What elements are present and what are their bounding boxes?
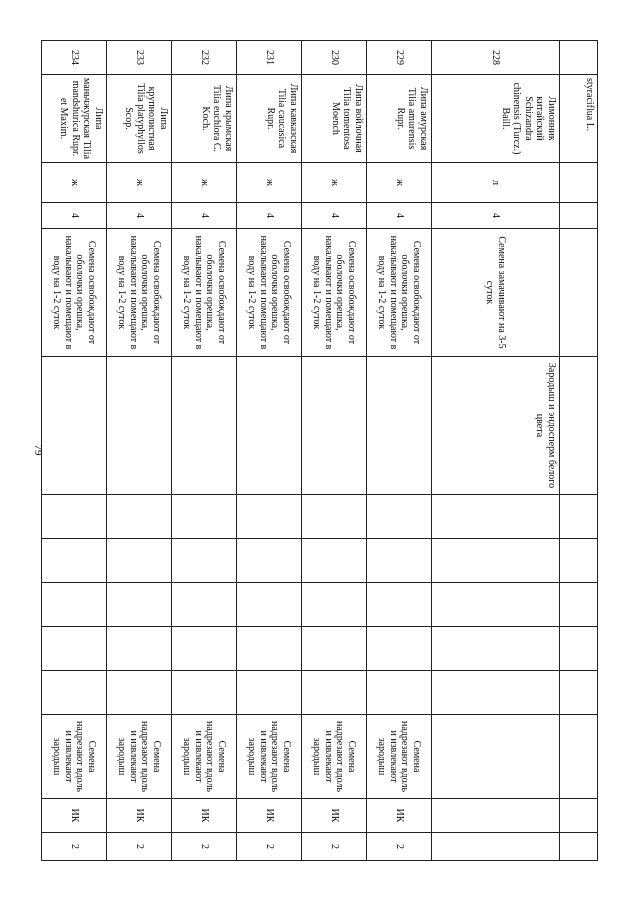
empty-cell xyxy=(302,539,367,583)
empty-cell xyxy=(302,495,367,539)
days-cell: 4 xyxy=(367,203,432,229)
method-cell: Семена надрезают вдоль и извлекают зародыш xyxy=(367,715,432,799)
empty-cell xyxy=(107,583,172,627)
empty-cell xyxy=(367,583,432,627)
empty-cell xyxy=(367,671,432,715)
empty-cell xyxy=(42,583,107,627)
empty-cell xyxy=(367,539,432,583)
mark-cell: ИК xyxy=(237,799,302,833)
table-row xyxy=(367,41,432,861)
empty-cell xyxy=(432,671,560,715)
mark-cell: ИК xyxy=(107,799,172,833)
type-cell: л xyxy=(432,163,560,203)
preparation-cell: Семена освобождают от оболочки орешка, накалывают и помещают в воду на 1-2 суток xyxy=(302,229,367,357)
preparation-cell: Семена замачивают на 3-5 суток xyxy=(432,229,560,357)
empty-cell xyxy=(237,539,302,583)
description-cell xyxy=(172,357,237,495)
preparation-cell: Семена освобождают от оболочки орешка, накалывают и помещают в воду на 1-2 суток xyxy=(107,229,172,357)
species-name-cell: Липа крымская Tilia euchlora C. Koch. xyxy=(172,75,237,163)
empty-cell xyxy=(302,627,367,671)
method-cell xyxy=(432,715,560,799)
row-number-cell xyxy=(560,41,598,75)
method-cell: Семена надрезают вдоль и извлекают зародыш xyxy=(107,715,172,799)
empty-cell xyxy=(237,495,302,539)
description-cell xyxy=(237,357,302,495)
days-cell: 4 xyxy=(172,203,237,229)
preparation-cell: Семена освобождают от оболочки орешка, накалывают и помещают в воду на 1-2 суток xyxy=(237,229,302,357)
row-number-cell: 231 xyxy=(237,41,302,75)
method-cell: Семена надрезают вдоль и извлекают зародыш xyxy=(42,715,107,799)
mark-cell: ИК xyxy=(172,799,237,833)
type-cell: ж xyxy=(172,163,237,203)
mark-cell: ИК xyxy=(302,799,367,833)
mark-cell: ИК xyxy=(367,799,432,833)
description-cell xyxy=(42,357,107,495)
empty-cell xyxy=(172,583,237,627)
table-row xyxy=(432,41,560,861)
mark-cell xyxy=(432,799,560,833)
type-cell: ж xyxy=(237,163,302,203)
preparation-cell: Семена освобождают от оболочки орешка, накалывают и помещают в воду на 1-2 суток xyxy=(367,229,432,357)
empty-cell xyxy=(367,627,432,671)
empty-cell xyxy=(42,539,107,583)
empty-cell xyxy=(367,495,432,539)
page-number: 79 xyxy=(32,444,44,456)
row-number-cell: 233 xyxy=(107,41,172,75)
empty-cell xyxy=(432,495,560,539)
empty-cell xyxy=(432,539,560,583)
preparation-cell: Семена освобождают от оболочки орешка, накалывают и помещают в воду на 1-2 суток xyxy=(42,229,107,357)
count-cell: 2 xyxy=(302,833,367,861)
type-cell: ж xyxy=(107,163,172,203)
empty-cell xyxy=(107,495,172,539)
empty-cell xyxy=(172,539,237,583)
description-cell xyxy=(302,357,367,495)
method-cell: Семена надрезают вдоль и извлекают зародыш xyxy=(172,715,237,799)
count-cell: 2 xyxy=(237,833,302,861)
days-cell: 4 xyxy=(302,203,367,229)
species-name-cell: Липа маньчжурская Tilia mandshurica Rupr. et Maxim. xyxy=(42,75,107,163)
empty-cell xyxy=(107,627,172,671)
description-cell xyxy=(107,357,172,495)
empty-cell xyxy=(237,627,302,671)
days-cell: 4 xyxy=(237,203,302,229)
type-cell: ж xyxy=(367,163,432,203)
days-cell: 4 xyxy=(107,203,172,229)
empty-cell xyxy=(172,495,237,539)
empty-cell xyxy=(302,583,367,627)
count-cell xyxy=(432,833,560,861)
empty-cell xyxy=(237,583,302,627)
type-cell: ж xyxy=(42,163,107,203)
species-name-cell: Липа амурская Tilia amurensis Rupr. xyxy=(367,75,432,163)
empty-cell xyxy=(302,671,367,715)
table-row xyxy=(302,41,367,861)
empty-cell xyxy=(107,671,172,715)
table-row xyxy=(107,41,172,861)
method-cell: Семена надрезают вдоль и извлекают зародыш xyxy=(302,715,367,799)
species-name-cell: Лимонник китайский Schizandra chinensis (Turcz.) Baill. xyxy=(432,75,560,163)
seed-viability-table xyxy=(41,40,598,861)
row-number-cell: 229 xyxy=(367,41,432,75)
species-name-cell: Липа кавказская Tilia caucasica Rupr. xyxy=(237,75,302,163)
row-number-cell: 234 xyxy=(42,41,107,75)
seed-table-container xyxy=(42,40,598,860)
table-row xyxy=(42,41,107,861)
description-cell: Зародыш и эндосперм белого цвета xyxy=(432,357,560,495)
row-number-cell: 230 xyxy=(302,41,367,75)
days-cell: 4 xyxy=(432,203,560,229)
empty-cell xyxy=(432,583,560,627)
row-number-cell: 228 xyxy=(432,41,560,75)
empty-cell xyxy=(42,671,107,715)
mark-cell: ИК xyxy=(42,799,107,833)
empty-cell xyxy=(432,627,560,671)
row-number-cell: 232 xyxy=(172,41,237,75)
type-cell: ж xyxy=(302,163,367,203)
empty-cell xyxy=(107,539,172,583)
preparation-cell: Семена освобождают от оболочки орешка, накалывают и помещают в воду на 1-2 суток xyxy=(172,229,237,357)
count-cell: 2 xyxy=(107,833,172,861)
empty-cell xyxy=(172,671,237,715)
species-name-cell: Липа крупнолистная Tilia platyphyllos Scop. xyxy=(107,75,172,163)
days-cell: 4 xyxy=(42,203,107,229)
empty-cell xyxy=(172,627,237,671)
table-row xyxy=(237,41,302,861)
count-cell: 2 xyxy=(172,833,237,861)
species-name-cell: Липа войлочная Tilia tomentosa Moench xyxy=(302,75,367,163)
empty-cell xyxy=(42,627,107,671)
method-cell: Семена надрезают вдоль и извлекают зародыш xyxy=(237,715,302,799)
table-row xyxy=(172,41,237,861)
description-cell xyxy=(367,357,432,495)
species-name-cell: styraciflua L. xyxy=(560,75,598,163)
empty-cell xyxy=(237,671,302,715)
table-row-partial xyxy=(560,41,598,861)
count-cell: 2 xyxy=(42,833,107,861)
empty-cell xyxy=(42,495,107,539)
count-cell: 2 xyxy=(367,833,432,861)
